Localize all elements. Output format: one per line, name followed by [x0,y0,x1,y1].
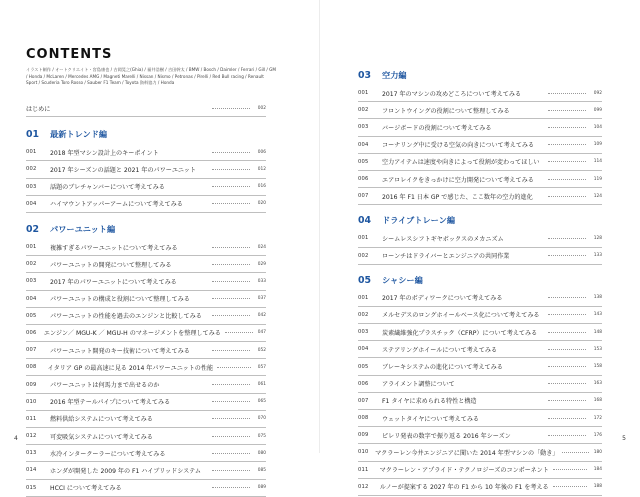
toc-entry[interactable] [26,273,266,290]
entry-page: 029 [257,261,266,267]
entry-page: 163 [593,381,602,387]
entry-page: 133 [593,253,602,259]
entry-number: 002 [358,107,369,114]
entry-number: 015 [26,484,37,491]
entry-number: 003 [358,329,369,336]
entry-title: マクラーレン・アプライド・テクノロジーズのコンポーネント [379,467,549,475]
leader-dots [548,297,586,298]
entry-number: 012 [26,433,37,440]
entry-title: 話題のブレチャンバーについて考えてみる [50,184,165,192]
entry-title: ハイマウントアッパーアームについて考えてみる [50,201,183,209]
toc-entry[interactable] [358,444,602,461]
entry-number: 003 [26,183,37,190]
section-title: シャシー編 [382,274,423,285]
leader-dots [562,452,589,453]
entry-page: 042 [257,313,266,319]
entry-number: 013 [26,450,37,457]
toc-entry[interactable] [26,359,266,376]
leader-dots [548,400,586,401]
toc-entry[interactable] [26,239,266,256]
leader-dots [217,367,251,368]
entry-number: 010 [26,398,37,405]
entry-number: 002 [26,166,37,173]
entry-title: メルセデスのロングホイールベース化について考えてみる [382,312,540,320]
toc-entry[interactable] [26,161,266,178]
toc-entry[interactable] [358,102,602,119]
section-number: 01 [26,129,40,141]
entry-page: 033 [257,278,266,284]
leader-dots [212,186,250,187]
leader-dots [553,469,587,470]
entry-page: 104 [593,124,602,130]
section-title: パワーユニット編 [50,223,116,234]
intro-label: はじめに [26,105,51,113]
section-heading [358,70,602,81]
toc-entry[interactable] [26,179,266,196]
entry-title: 2017 年シーズンの話題と 2021 年のパワーユニット [50,166,196,174]
leader-dots [548,418,586,419]
entry-title: 空力アイテムは速度や向きによって役割が変わってほしい [382,159,540,167]
entry-page: 168 [593,398,602,404]
entry-title: ステアリングホイールについて考えてみる [382,346,498,354]
leader-dots [548,238,586,239]
leader-dots [212,169,250,170]
entry-title: マクラーレン今井エンジニアに聞いた 2014 年型マシンの「動き」 [375,449,559,457]
page-number-right: 5 [622,435,626,442]
toc-entry[interactable] [26,144,266,161]
leader-dots [548,255,586,256]
toc-entry[interactable] [358,341,602,358]
toc-entry[interactable] [26,376,266,393]
entry-number: 010 [358,449,369,456]
entry-title: アライメント調整について [382,381,455,389]
toc-entry[interactable] [358,188,602,205]
entry-page: 114 [593,159,602,165]
page-number-left: 4 [14,435,18,442]
toc-entry[interactable] [358,462,602,479]
entry-number: 004 [26,200,37,207]
entry-number: 001 [26,244,37,251]
entry-title: 燃料供給システムについて考えてみる [50,416,153,424]
entry-title: 2017 年のパワーユニットについて考えてみる [50,278,177,286]
entry-number: 007 [26,347,37,354]
leader-dots [212,203,250,204]
leader-dots [212,350,250,351]
leader-dots [548,144,586,145]
section-number: 04 [358,215,372,227]
right-page [320,0,640,492]
toc-entry[interactable] [358,393,602,410]
toc-entry[interactable] [26,256,266,273]
toc-entry[interactable] [26,394,266,411]
entry-page: 085 [257,467,266,473]
leader-dots [212,281,250,282]
entry-page: 061 [257,382,266,388]
entry-number: 007 [358,397,369,404]
entry-page: 047 [257,330,266,336]
entry-title: エアロレイクをきっかけに空力開発について考えてみる [382,176,534,184]
entry-number: 008 [26,364,37,371]
entry-page: 092 [593,90,602,96]
entry-title: フロントウイングの役割について整理してみる [382,107,510,115]
toc-entry[interactable] [26,411,266,428]
entry-number: 014 [26,467,37,474]
leader-dots [212,401,250,402]
entry-page: 020 [257,201,266,207]
entry-title: ホンダが開発した 2009 年の F1 ハイブリッドシステム [50,467,201,475]
entry-title: ピレリ発表の数字で振り返る 2016 年シーズン [382,432,511,440]
entry-title: 2016 年 F1 日本 GP で感じた、ここ数年の空力的進化 [382,193,533,201]
leader-dots [548,314,586,315]
toc-entry[interactable] [358,307,602,324]
entry-page: 109 [593,142,602,148]
leader-dots [212,418,250,419]
entry-number: 002 [358,252,369,259]
entry-page: 124 [593,193,602,199]
entry-number: 003 [26,278,37,285]
leader-dots [212,384,250,385]
toc-entry[interactable] [358,154,602,171]
toc-entry[interactable] [26,480,266,497]
leader-dots [212,453,250,454]
entry-page: 188 [593,484,602,490]
entry-title: バージボードの役割について考えてみる [382,124,492,132]
entry-title: 2016 年型テールパイプについて考えてみる [50,399,171,407]
toc-entry[interactable] [26,196,266,213]
entry-page: 119 [593,176,602,182]
leader-dots [212,108,250,109]
entry-page: 153 [593,346,602,352]
section-number: 03 [358,70,372,81]
entry-page: 148 [593,329,602,335]
toc-entry[interactable] [358,358,602,375]
entry-title: 2017 年のマシンの攻めどころについて考えてみる [382,90,522,98]
entry-page: 089 [257,485,266,491]
left-page [0,0,320,493]
toc-entry[interactable] [26,445,266,462]
leader-dots [548,383,586,384]
entry-number: 003 [358,124,369,131]
intro-row[interactable] [26,100,266,117]
entry-page: 180 [593,449,602,455]
leader-dots [225,332,253,333]
entry-number: 004 [358,346,369,353]
entry-title: 複雑すぎるパワーユニットについて考えてみる [50,244,178,252]
section-number: 02 [26,223,40,235]
leader-dots [212,315,250,316]
section-title: 最新トレンド編 [50,129,108,140]
toc-entry[interactable] [26,291,266,308]
entry-title: コーナリング中に受ける空気の向きについて考えてみる [382,142,535,150]
section-heading [26,224,266,235]
entry-title: パワーユニットは何馬力まで出せるのか [50,382,160,390]
section-heading [358,215,602,226]
entry-page: 128 [593,235,602,241]
entry-page: 143 [593,312,602,318]
section-number: 05 [358,274,372,286]
entry-page: 016 [257,184,266,190]
entry-title: F1 タイヤに求められる特性と構造 [382,398,477,406]
entry-number: 005 [26,312,37,319]
toc-entry[interactable] [26,462,266,479]
entry-page: 024 [257,244,266,250]
entry-page: 176 [593,432,602,438]
toc-entry[interactable] [358,376,602,393]
entry-title: シームレスシフトギヤボックスのメカニズム [382,235,504,243]
entry-number: 009 [26,381,37,388]
leader-dots [548,196,586,197]
leader-dots [212,470,250,471]
entry-number: 007 [358,193,369,200]
entry-number: 009 [358,432,369,439]
entry-page: 012 [257,166,266,172]
entry-title: パワーユニットの構成と役割について整理してみる [50,296,190,304]
toc-entry[interactable] [358,119,602,136]
entry-number: 006 [358,380,369,387]
entry-number: 004 [358,141,369,148]
entry-page: 006 [257,149,266,155]
entry-title: 水冷インタークーラーについて考えてみる [50,450,166,458]
entry-page: 158 [593,364,602,370]
leader-dots [548,110,586,111]
leader-dots [212,487,250,488]
entry-number: 002 [358,311,369,318]
toc-entry[interactable] [358,230,602,247]
leader-dots [548,435,586,436]
leader-dots [548,161,586,162]
leader-dots [212,298,250,299]
toc-entry[interactable] [26,325,266,342]
entry-title: 炭素繊維強化プラスチック（CFRP）について考えてみる [382,329,538,337]
entry-page: 052 [257,347,266,353]
leader-dots [212,436,250,437]
entry-number: 011 [26,415,37,422]
entry-title: 2018 年型マシン設計上のキーポイント [50,149,159,157]
entry-title: イタリア GP の最高速に見る 2014 年パワーユニットの性能 [47,364,214,372]
leader-dots [548,93,586,94]
leader-dots [548,127,586,128]
entry-page: 138 [593,295,602,301]
section-title: 空力編 [382,70,407,80]
entry-page: 075 [257,433,266,439]
entry-title: HCCI について考えてみる [50,485,122,493]
entry-number: 001 [358,294,369,301]
section-heading [26,129,266,140]
entry-number: 008 [358,415,369,422]
section-heading [358,275,602,286]
entry-number: 011 [358,466,369,473]
entry-number: 006 [358,176,369,183]
entry-page: 057 [257,364,266,370]
entry-page: 080 [257,450,266,456]
leader-dots [212,264,250,265]
toc-entry[interactable] [358,410,602,427]
entry-number: 012 [358,483,369,490]
toc-entry[interactable] [358,171,602,188]
toc-entry[interactable] [358,479,602,496]
toc-entry[interactable] [358,137,602,154]
entry-number: 001 [26,149,37,156]
leader-dots [553,486,587,487]
entry-page: 184 [593,467,602,473]
entry-page: 037 [257,296,266,302]
entry-title: ブレーキシステムの進化について考えてみる [382,364,503,372]
entry-title: パワーユニットの開発について整理してみる [50,261,172,269]
entry-title: ウェットタイヤについて考えてみる [382,415,480,423]
entry-title: エンジン／ MGU-K ／ MGU-H のマネージメントを整理してみる [43,330,221,338]
entry-page: 172 [593,415,602,421]
toc-left [26,100,266,497]
entry-number: 006 [26,329,37,336]
page-title: CONTENTS [26,47,113,62]
section-title: ドライブトレーン編 [382,215,456,226]
toc-entry[interactable] [358,324,602,341]
entry-title: 2017 年のボディワークについて考えてみる [382,295,503,303]
entry-title: パワーユニットの性能を過去のエンジンと比較してみる [50,313,202,321]
leader-dots [548,366,586,367]
toc-entry[interactable] [358,85,602,102]
entry-number: 001 [358,90,369,97]
entry-number: 002 [26,261,37,268]
leader-dots [212,247,250,248]
toc-entry[interactable] [26,342,266,359]
entry-title: 可変吸気システムについて考えてみる [50,433,153,441]
entry-title: パワーユニット開発のキー技術について考えてみる [50,347,190,355]
intro-page: 002 [257,105,266,111]
entry-number: 005 [358,363,369,370]
toc-entry[interactable] [26,428,266,445]
entry-page: 070 [257,416,266,422]
leader-dots [548,179,586,180]
entry-number: 001 [358,235,369,242]
leader-dots [212,152,250,153]
entry-title: ローンチはドライバーとエンジニアの共同作業 [382,253,510,261]
entry-number: 005 [358,158,369,165]
toc-entry[interactable] [358,427,602,444]
toc-entry[interactable] [26,308,266,325]
toc-right [358,70,602,496]
entry-title: ルノーが提案する 2027 年の F1 から 10 年後の F1 を考える [379,484,549,492]
entry-number: 004 [26,295,37,302]
leader-dots [548,349,586,350]
toc-entry[interactable] [358,290,602,307]
credits-text: イラスト制作 / オートクリエイト・宮島康也 / 吉岡晃之(Ghia) / 福井浩樹 / 吉田幹太 / BMW / Bosch / Daimler / Ferrari / Gill / GM / Honda / McLaren / Mercedes AMG / Magneti Marelli / Nissan / Nismo / Petronas / Pirelli / Red Bull racing / Renault Sport / Scuderia Toro Rosso / Sauber F1 Team / Toyota 資料協力 / Honda [26,67,277,86]
leader-dots [548,332,586,333]
entry-page: 065 [257,399,266,405]
toc-entry[interactable] [358,248,602,265]
entry-page: 099 [593,107,602,113]
